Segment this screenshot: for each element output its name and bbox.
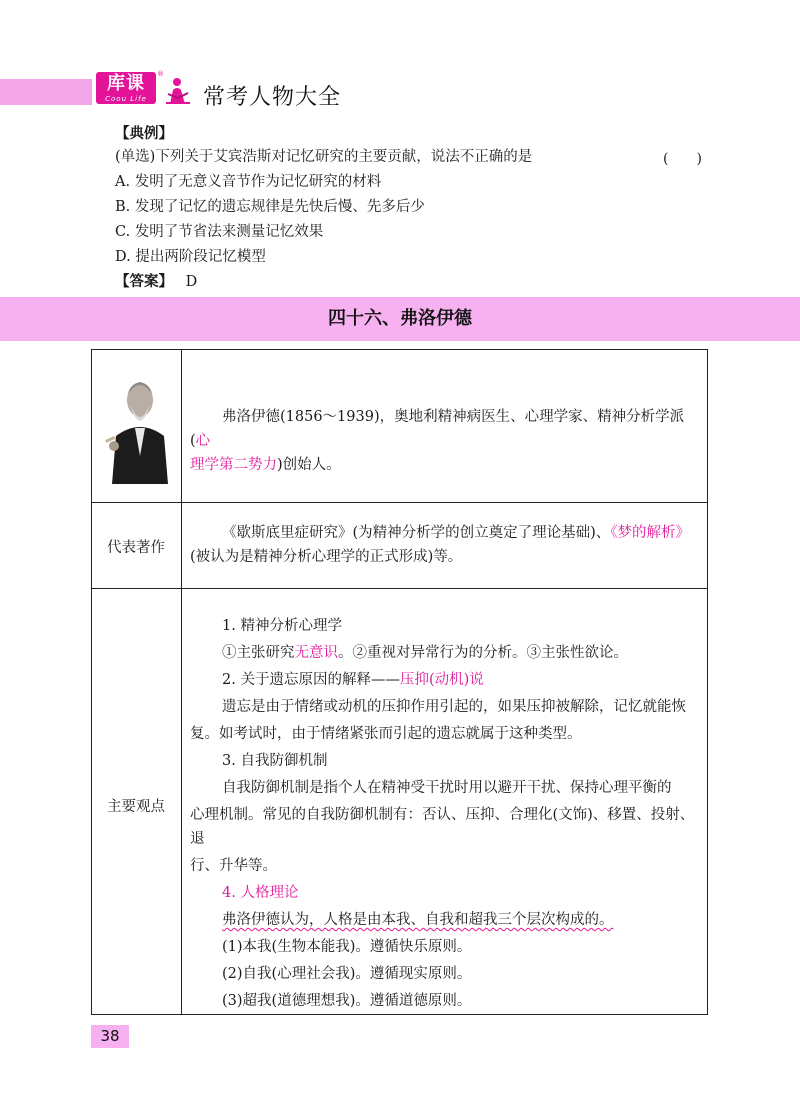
intro-pink-2: 理学第二势力 [190, 457, 277, 473]
unconscious-term: 无意识 [294, 645, 338, 661]
question-text: (单选)下列关于艾宾浩斯对记忆研究的主要贡献，说法不正确的是 [115, 149, 533, 165]
works-line2: (被认为是精神分析心理学的正式形成)等。 [190, 549, 463, 565]
registered-mark: ® [157, 70, 164, 78]
option-b: B. 发现了记忆的遗忘规律是先快后慢、先多后少 [115, 199, 425, 215]
intro-text-a: 弗洛伊德(1856～1939)，奥地利精神病医生、心理学家、精神分析学派( [190, 409, 685, 449]
table-column-divider [181, 349, 182, 1015]
book-title: 常考人物大全 [203, 85, 342, 110]
table-divider [91, 502, 708, 503]
views-para-3-line2: 心理机制。常见的自我防御机制有：否认、压抑、合理化(文饰)、移置、投射、退 [190, 807, 695, 847]
option-c: C. 发明了节省法来测量记忆效果 [115, 224, 324, 240]
list-item: (3)超我(道德理想我)。遵循道德原则。 [222, 993, 472, 1009]
answer-value: D [185, 274, 198, 290]
views-para-1-a: ①主张研究 [222, 645, 295, 661]
views-content [190, 614, 705, 1013]
page-number: 38 [100, 1027, 120, 1045]
intro-pink-1: 心 [195, 433, 211, 449]
section-title: 四十六、弗洛伊德 [328, 308, 472, 329]
views-para-3-line3: 行、升华等。 [190, 858, 277, 874]
answer-label: 【答案】 [115, 274, 173, 290]
views-para-3-line1: 自我防御机制是指个人在精神受干扰时用以避开干扰、保持心理平衡的 [222, 780, 672, 796]
views-heading-4 [190, 881, 705, 905]
example-label: 【典例】 [115, 126, 173, 142]
views-para-2-line2: 复。如考试时，由于情绪紧张而引起的遗忘就属于这种类型。 [190, 726, 582, 742]
personality-structure-text: 弗洛伊德认为，人格是由本我、自我和超我三个层次构成的。 [222, 912, 614, 928]
views-para-2-line1: 遗忘是由于情绪或动机的压抑作用引起的，如果压抑被解除，记忆就能恢 [222, 699, 686, 715]
views-heading-4-num: 4. [222, 885, 241, 901]
portrait-photo [102, 366, 178, 484]
works-text [190, 521, 705, 569]
personality-theory-term: 人格理论 [240, 885, 299, 901]
table-divider [91, 588, 708, 589]
intro-text-b: )创始人。 [277, 457, 341, 473]
repression-theory-term: 压抑(动机)说 [399, 672, 484, 688]
header-accent-band [0, 79, 92, 105]
option-d: D. 提出两阶段记忆模型 [115, 249, 266, 265]
views-heading-3: 3. 自我防御机制 [222, 753, 328, 769]
views-heading-2-a: 2. 关于遗忘原因的解释—— [222, 672, 400, 688]
views-heading-1: 1. 精神分析心理学 [222, 618, 342, 634]
option-a: A. 发明了无意义音节作为记忆研究的材料 [115, 174, 382, 190]
views-para-1 [190, 641, 705, 665]
logo-text: 库课 [107, 73, 145, 94]
reading-figure-icon [164, 76, 192, 106]
answer-blank: ( ) [663, 151, 702, 167]
works-label: 代表著作 [107, 540, 165, 556]
intro-text [190, 405, 700, 477]
views-para-4 [190, 908, 705, 932]
logo-subtext: Coou Life [105, 95, 147, 103]
views-label: 主要观点 [107, 799, 165, 815]
list-item: (1)本我(生物本能我)。遵循快乐原则。 [222, 939, 472, 955]
works-line1: 《歇斯底里症研究》(为精神分析学的创立奠定了理论基础)、 [222, 525, 611, 541]
list-item: (2)自我(心理社会我)。遵循现实原则。 [222, 966, 472, 982]
views-heading-2 [190, 668, 705, 692]
works-dream-book: 《梦的解析》 [610, 525, 691, 541]
views-para-1-b: 。②重视对异常行为的分析。③主张性欲论。 [338, 645, 628, 661]
